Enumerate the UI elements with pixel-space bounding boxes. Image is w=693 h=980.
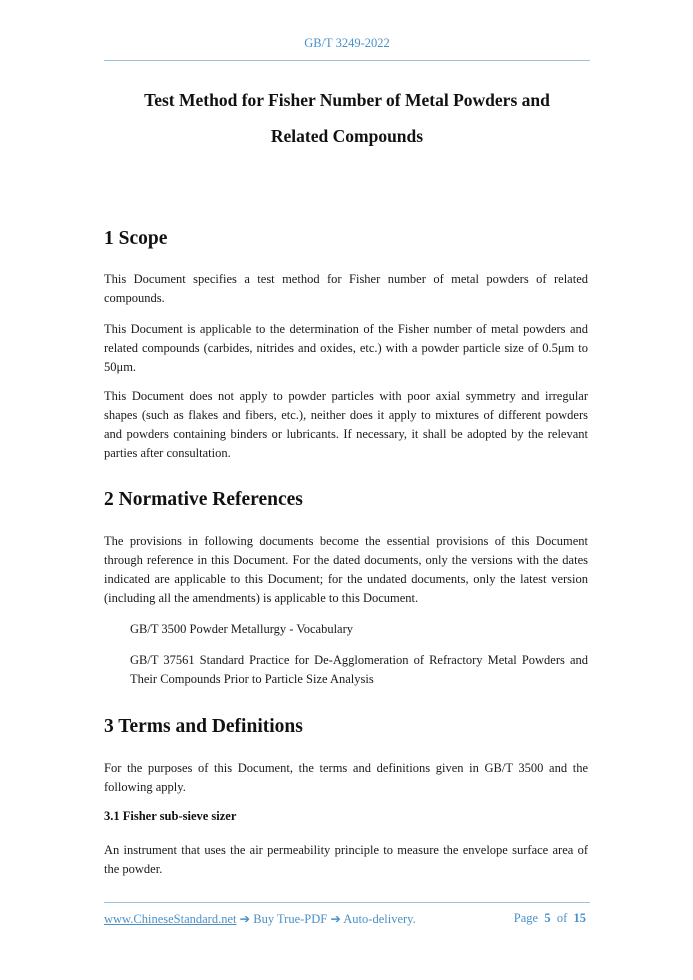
term-3-1-heading: 3.1 Fisher sub-sieve sizer (104, 809, 237, 823)
arrow-right-icon: ➔ (239, 912, 251, 926)
document-title-line-1: Test Method for Fisher Number of Metal Powders and (144, 90, 550, 110)
current-page: 5 (544, 911, 551, 925)
scope-paragraph-1: This Document specifies a test method for Fisher number of metal powders of related compounds. (104, 272, 588, 305)
section-3-heading: 3 Terms and Definitions (104, 716, 303, 737)
reference-item-1: GB/T 3500 Powder Metallurgy - Vocabulary (130, 622, 354, 636)
document-title-line-2: Related Compounds (270, 126, 424, 146)
arrow-right-icon: ➔ (330, 912, 341, 926)
total-pages: 15 (573, 911, 586, 925)
references-paragraph: The provisions in following documents become the essential provisions of this Document through reference in this Document. For the dated documents, only the versions with the dates indicated are applicable to this Document; for the undated documents, only the latest version (including all the amendments) is applicable to this Document. (104, 534, 588, 605)
page-label: Page (513, 911, 539, 925)
footer-left (104, 911, 416, 927)
of-label: of (556, 911, 568, 925)
terms-paragraph: For the purposes of this Document, the terms and definitions given in GB/T 3500 and the following apply. (104, 761, 588, 794)
header-rule (104, 60, 590, 61)
section-1-heading: 1 Scope (104, 228, 168, 249)
scope-paragraph-2: This Document is applicable to the determination of the Fisher number of metal powders and related compounds (carbides, nitrides and oxides, etc.) with a powder particle size of 0.5μm to 50μm. (104, 322, 588, 374)
buy-true-pdf-text: Buy True-PDF (253, 912, 328, 926)
reference-item-2: GB/T 37561 Standard Practice for De-Agglomeration of Refractory Metal Powders and Their Compounds Prior to Particle Size Analysis (130, 653, 588, 686)
footer-rule (104, 902, 590, 903)
website-link[interactable]: www.ChineseStandard.net (104, 912, 237, 926)
auto-delivery-text: Auto-delivery. (343, 912, 416, 926)
page-number (514, 911, 586, 926)
section-2-heading: 2 Normative References (104, 489, 303, 510)
term-3-1-definition: An instrument that uses the air permeability principle to measure the envelope surface area of the powder. (104, 843, 588, 876)
scope-paragraph-3: This Document does not apply to powder particles with poor axial symmetry and irregular shapes (such as flakes and fibers, etc.), neither does it apply to mixtures of different powders and powders containing binders or lubricants. If necessary, it shall be adopted by the relevant parties after consultation. (104, 389, 588, 460)
page-header: GB/T 3249-2022 (304, 36, 390, 50)
